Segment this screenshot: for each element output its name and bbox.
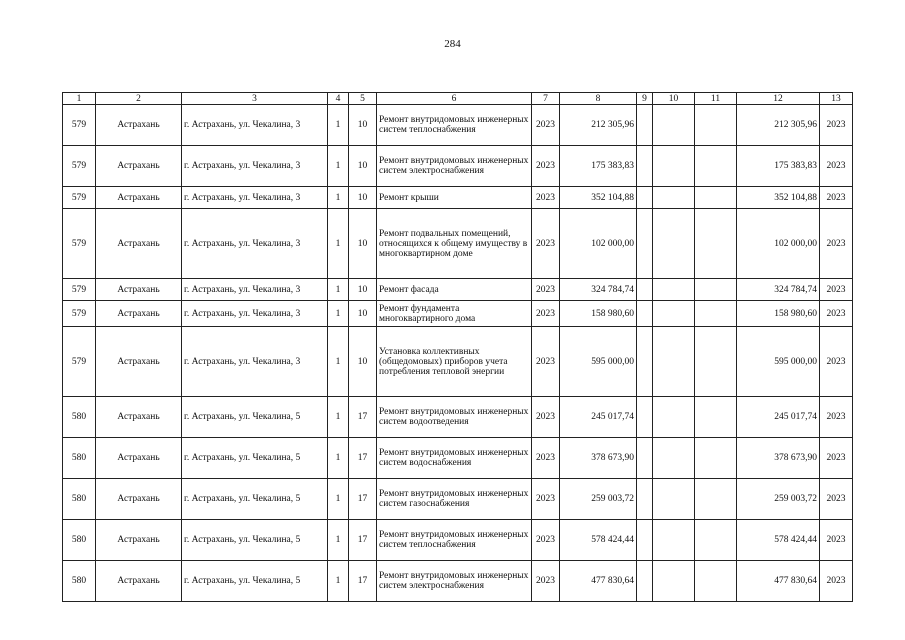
year-cell: 2023 [532, 146, 560, 187]
year-cell: 2023 [532, 187, 560, 209]
table-row [63, 301, 853, 327]
column-number-row [63, 93, 853, 105]
cost-cell: 595 000,00 [560, 327, 637, 397]
address-cell: г. Астрахань, ул. Чекалина, 5 [182, 561, 328, 602]
column-11-cell [695, 561, 737, 602]
year-cell: 2023 [532, 479, 560, 520]
row-number-cell: 579 [63, 187, 96, 209]
address-cell: г. Астрахань, ул. Чекалина, 5 [182, 520, 328, 561]
column-9-cell [637, 397, 653, 438]
row-number-cell: 579 [63, 279, 96, 301]
column-4-cell: 1 [328, 438, 349, 479]
column-9-cell [637, 301, 653, 327]
column-5-cell: 10 [349, 279, 377, 301]
column-10-cell [653, 146, 695, 187]
address-cell: г. Астрахань, ул. Чекалина, 3 [182, 187, 328, 209]
column-header: 11 [695, 93, 737, 105]
column-10-cell [653, 397, 695, 438]
column-header: 10 [653, 93, 695, 105]
column-11-cell [695, 279, 737, 301]
row-number-cell: 579 [63, 301, 96, 327]
completion-year-cell: 2023 [820, 397, 853, 438]
column-header: 12 [737, 93, 820, 105]
column-4-cell: 1 [328, 209, 349, 279]
address-cell: г. Астрахань, ул. Чекалина, 3 [182, 105, 328, 146]
year-cell: 2023 [532, 438, 560, 479]
column-9-cell [637, 146, 653, 187]
total-cost-cell: 352 104,88 [737, 187, 820, 209]
completion-year-cell: 2023 [820, 105, 853, 146]
capital-repair-table [62, 92, 853, 602]
column-5-cell: 10 [349, 146, 377, 187]
column-header: 7 [532, 93, 560, 105]
column-4-cell: 1 [328, 279, 349, 301]
column-4-cell: 1 [328, 301, 349, 327]
completion-year-cell: 2023 [820, 479, 853, 520]
settlement-cell: Астрахань [96, 187, 182, 209]
total-cost-cell: 158 980,60 [737, 301, 820, 327]
work-type-cell: Ремонт внутридомовых инженерных систем электроснабжения [377, 561, 532, 602]
column-11-cell [695, 105, 737, 146]
year-cell: 2023 [532, 209, 560, 279]
column-5-cell: 10 [349, 209, 377, 279]
column-11-cell [695, 146, 737, 187]
column-10-cell [653, 479, 695, 520]
row-number-cell: 580 [63, 479, 96, 520]
column-4-cell: 1 [328, 397, 349, 438]
year-cell: 2023 [532, 301, 560, 327]
completion-year-cell: 2023 [820, 520, 853, 561]
work-type-cell: Ремонт внутридомовых инженерных систем водоотведения [377, 397, 532, 438]
completion-year-cell: 2023 [820, 561, 853, 602]
table-row [63, 520, 853, 561]
column-9-cell [637, 479, 653, 520]
column-11-cell [695, 301, 737, 327]
completion-year-cell: 2023 [820, 327, 853, 397]
total-cost-cell: 477 830,64 [737, 561, 820, 602]
column-5-cell: 10 [349, 327, 377, 397]
settlement-cell: Астрахань [96, 301, 182, 327]
row-number-cell: 579 [63, 327, 96, 397]
work-type-cell: Ремонт внутридомовых инженерных систем электроснабжения [377, 146, 532, 187]
address-cell: г. Астрахань, ул. Чекалина, 3 [182, 279, 328, 301]
column-9-cell [637, 209, 653, 279]
row-number-cell: 579 [63, 105, 96, 146]
column-9-cell [637, 279, 653, 301]
column-10-cell [653, 561, 695, 602]
column-5-cell: 10 [349, 105, 377, 146]
year-cell: 2023 [532, 279, 560, 301]
address-cell: г. Астрахань, ул. Чекалина, 5 [182, 397, 328, 438]
cost-cell: 378 673,90 [560, 438, 637, 479]
work-type-cell: Ремонт крыши [377, 187, 532, 209]
column-header: 4 [328, 93, 349, 105]
column-4-cell: 1 [328, 479, 349, 520]
table-row [63, 479, 853, 520]
column-10-cell [653, 187, 695, 209]
cost-cell: 477 830,64 [560, 561, 637, 602]
row-number-cell: 580 [63, 520, 96, 561]
column-11-cell [695, 209, 737, 279]
year-cell: 2023 [532, 105, 560, 146]
total-cost-cell: 259 003,72 [737, 479, 820, 520]
year-cell: 2023 [532, 561, 560, 602]
total-cost-cell: 324 784,74 [737, 279, 820, 301]
column-header: 2 [96, 93, 182, 105]
settlement-cell: Астрахань [96, 561, 182, 602]
column-4-cell: 1 [328, 146, 349, 187]
total-cost-cell: 175 383,83 [737, 146, 820, 187]
total-cost-cell: 212 305,96 [737, 105, 820, 146]
cost-cell: 352 104,88 [560, 187, 637, 209]
row-number-cell: 579 [63, 209, 96, 279]
column-9-cell [637, 438, 653, 479]
cost-cell: 578 424,44 [560, 520, 637, 561]
column-10-cell [653, 327, 695, 397]
column-5-cell: 17 [349, 520, 377, 561]
work-type-cell: Ремонт внутридомовых инженерных систем водоснабжения [377, 438, 532, 479]
work-type-cell: Ремонт фундамента многоквартирного дома [377, 301, 532, 327]
column-10-cell [653, 279, 695, 301]
column-5-cell: 17 [349, 479, 377, 520]
column-5-cell: 17 [349, 561, 377, 602]
total-cost-cell: 245 017,74 [737, 397, 820, 438]
column-9-cell [637, 561, 653, 602]
row-number-cell: 579 [63, 146, 96, 187]
table-body [63, 93, 853, 602]
column-header: 5 [349, 93, 377, 105]
column-9-cell [637, 520, 653, 561]
column-4-cell: 1 [328, 327, 349, 397]
table-row [63, 397, 853, 438]
column-5-cell: 10 [349, 187, 377, 209]
column-9-cell [637, 327, 653, 397]
settlement-cell: Астрахань [96, 146, 182, 187]
settlement-cell: Астрахань [96, 479, 182, 520]
settlement-cell: Астрахань [96, 279, 182, 301]
column-header: 13 [820, 93, 853, 105]
address-cell: г. Астрахань, ул. Чекалина, 3 [182, 301, 328, 327]
completion-year-cell: 2023 [820, 187, 853, 209]
completion-year-cell: 2023 [820, 279, 853, 301]
work-type-cell: Ремонт фасада [377, 279, 532, 301]
address-cell: г. Астрахань, ул. Чекалина, 5 [182, 438, 328, 479]
column-10-cell [653, 209, 695, 279]
work-type-cell: Установка коллективных (общедомовых) приборов учета потребления тепловой энергии [377, 327, 532, 397]
column-11-cell [695, 397, 737, 438]
column-11-cell [695, 327, 737, 397]
row-number-cell: 580 [63, 397, 96, 438]
work-type-cell: Ремонт внутридомовых инженерных систем газоснабжения [377, 479, 532, 520]
year-cell: 2023 [532, 327, 560, 397]
completion-year-cell: 2023 [820, 438, 853, 479]
column-10-cell [653, 301, 695, 327]
table-row [63, 187, 853, 209]
column-header: 9 [637, 93, 653, 105]
year-cell: 2023 [532, 397, 560, 438]
work-type-cell: Ремонт внутридомовых инженерных систем теплоснабжения [377, 520, 532, 561]
address-cell: г. Астрахань, ул. Чекалина, 3 [182, 146, 328, 187]
table-row [63, 105, 853, 146]
table-row [63, 561, 853, 602]
row-number-cell: 580 [63, 561, 96, 602]
column-header: 8 [560, 93, 637, 105]
cost-cell: 158 980,60 [560, 301, 637, 327]
address-cell: г. Астрахань, ул. Чекалина, 5 [182, 479, 328, 520]
column-4-cell: 1 [328, 561, 349, 602]
cost-cell: 245 017,74 [560, 397, 637, 438]
completion-year-cell: 2023 [820, 301, 853, 327]
table-row [63, 438, 853, 479]
column-header: 6 [377, 93, 532, 105]
settlement-cell: Астрахань [96, 209, 182, 279]
cost-cell: 175 383,83 [560, 146, 637, 187]
total-cost-cell: 578 424,44 [737, 520, 820, 561]
cost-cell: 259 003,72 [560, 479, 637, 520]
settlement-cell: Астрахань [96, 327, 182, 397]
column-10-cell [653, 105, 695, 146]
row-number-cell: 580 [63, 438, 96, 479]
table-row [63, 279, 853, 301]
address-cell: г. Астрахань, ул. Чекалина, 3 [182, 209, 328, 279]
column-9-cell [637, 105, 653, 146]
cost-cell: 324 784,74 [560, 279, 637, 301]
column-10-cell [653, 438, 695, 479]
table-row [63, 327, 853, 397]
column-11-cell [695, 187, 737, 209]
table-row [63, 146, 853, 187]
column-11-cell [695, 479, 737, 520]
column-4-cell: 1 [328, 520, 349, 561]
total-cost-cell: 102 000,00 [737, 209, 820, 279]
total-cost-cell: 378 673,90 [737, 438, 820, 479]
total-cost-cell: 595 000,00 [737, 327, 820, 397]
completion-year-cell: 2023 [820, 209, 853, 279]
column-5-cell: 17 [349, 438, 377, 479]
column-11-cell [695, 438, 737, 479]
address-cell: г. Астрахань, ул. Чекалина, 3 [182, 327, 328, 397]
settlement-cell: Астрахань [96, 105, 182, 146]
column-9-cell [637, 187, 653, 209]
column-header: 3 [182, 93, 328, 105]
column-5-cell: 10 [349, 301, 377, 327]
column-5-cell: 17 [349, 397, 377, 438]
completion-year-cell: 2023 [820, 146, 853, 187]
work-type-cell: Ремонт внутридомовых инженерных систем теплоснабжения [377, 105, 532, 146]
page-number: 284 [444, 38, 461, 50]
column-header: 1 [63, 93, 96, 105]
column-11-cell [695, 520, 737, 561]
cost-cell: 212 305,96 [560, 105, 637, 146]
column-4-cell: 1 [328, 187, 349, 209]
column-4-cell: 1 [328, 105, 349, 146]
work-type-cell: Ремонт подвальных помещений, относящихся к общему имуществу в многоквартирном доме [377, 209, 532, 279]
cost-cell: 102 000,00 [560, 209, 637, 279]
settlement-cell: Астрахань [96, 438, 182, 479]
year-cell: 2023 [532, 520, 560, 561]
settlement-cell: Астрахань [96, 520, 182, 561]
table-row [63, 209, 853, 279]
column-10-cell [653, 520, 695, 561]
settlement-cell: Астрахань [96, 397, 182, 438]
